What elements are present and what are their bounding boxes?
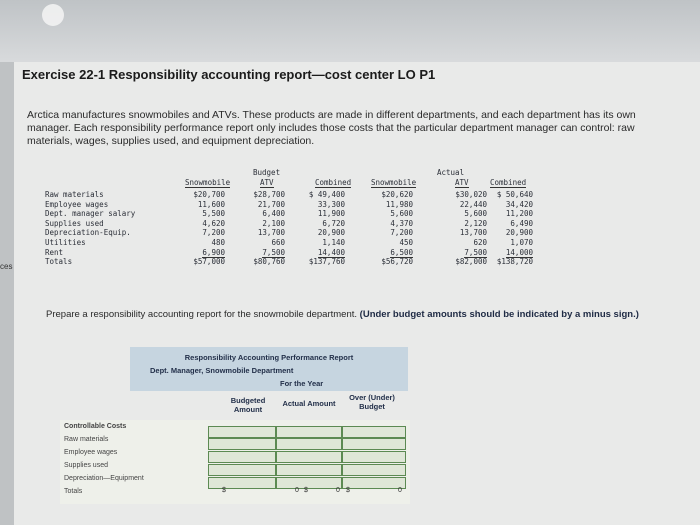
data-row-value: 11,200 (505, 209, 533, 219)
data-row-value: 1,140 (322, 238, 345, 247)
data-row-value: 660 (271, 238, 285, 247)
col-header: ATV (455, 178, 469, 187)
data-row-label: Raw materials (45, 190, 104, 199)
data-row-value: 5,600 (390, 209, 413, 219)
data-row-value: 6,720 (322, 218, 345, 228)
data-row-value: 2,100 (262, 218, 285, 228)
data-row-value: $20,700 (193, 190, 225, 199)
data-row-value: 33,300 (317, 199, 345, 209)
data-row-value: 5,600 (464, 209, 487, 219)
data-row-value: 7,500 (262, 247, 285, 257)
totals-currency-budget: $ (222, 487, 226, 494)
col-header: Snowmobile (371, 178, 417, 187)
record-icon (42, 4, 64, 26)
data-row-value: 6,500 (390, 247, 413, 257)
data-row-value: $80,760 (253, 257, 285, 267)
data-row-value: $56,720 (381, 257, 413, 267)
data-row-value: 7,200 (202, 228, 225, 238)
col-header: ATV (260, 178, 274, 187)
data-row-value: 22,440 (459, 199, 487, 209)
actual-input-employee-wages[interactable] (276, 451, 342, 463)
over-input-controllable[interactable] (342, 426, 406, 438)
data-row-label: Rent (45, 247, 64, 257)
data-row-value: 6,400 (262, 209, 285, 219)
data-row-value: 11,900 (317, 209, 345, 219)
actual-input-raw-materials[interactable] (276, 438, 342, 450)
budget-input-depreciation[interactable] (208, 477, 276, 489)
intro-text: Arctica manufactures snowmobiles and ATVs. These products are made in different departments, and each department has its own manager. Each responsibility performance report only includes those costs that the particular department manager can control: raw materials, wages, supplies used, and equipment depreciation. (27, 109, 636, 147)
data-row-value: $82,000 (455, 257, 487, 267)
data-row-value: $ 50,640 (496, 190, 533, 199)
data-row-label: Supplies used (45, 218, 104, 228)
data-row-value: 1,070 (510, 238, 533, 247)
data-row-value: 13,700 (257, 228, 285, 238)
totals-currency-over: $ (346, 487, 350, 494)
left-sidebar-strip (0, 62, 14, 525)
row-label-controllable: Controllable Costs (64, 423, 127, 430)
totals-over-value: 0 (398, 487, 402, 494)
row-label-depreciation: Depreciation—Equipment (64, 475, 144, 482)
data-row-value: $28,700 (253, 190, 285, 199)
data-row-value: 21,700 (257, 199, 285, 209)
budget-input-raw-materials[interactable] (208, 438, 276, 450)
col-header: Combined (315, 178, 352, 187)
report-title: Responsibility Accounting Performance Report (184, 353, 354, 362)
over-input-raw-materials[interactable] (342, 438, 406, 450)
report-header (130, 347, 408, 391)
data-row-label: Totals (45, 257, 73, 267)
sidebar-label: ces (0, 262, 13, 271)
col-header: Snowmobile (185, 178, 231, 187)
data-row-value: 2,120 (464, 218, 487, 228)
data-row-label: Depreciation-Equip. (45, 228, 131, 238)
data-row-value: $138,720 (496, 257, 533, 267)
totals-actual-value: 0 (336, 487, 340, 494)
data-row-value: 20,900 (317, 228, 345, 238)
totals-budgeted-value: 0 (295, 487, 299, 494)
data-row-value: 14,000 (505, 247, 533, 257)
instructions (46, 309, 686, 321)
actual-input-supplies[interactable] (276, 464, 342, 476)
data-row-value: 13,700 (459, 228, 487, 238)
data-row-value: 34,420 (505, 199, 533, 209)
data-row-value: 4,620 (202, 218, 225, 228)
over-input-depreciation[interactable] (342, 477, 406, 489)
report-subtitle: Dept. Manager, Snowmobile Department (150, 366, 294, 375)
data-row-value: 4,370 (390, 218, 413, 228)
budget-input-controllable[interactable] (208, 426, 276, 438)
col-over-under: Over (Under) Budget (349, 393, 395, 411)
data-row-value: $30,020 (455, 190, 487, 199)
page-title: Exercise 22-1 Responsibility accounting report—cost center LO P1 (22, 67, 436, 82)
data-row-value: 11,600 (197, 199, 225, 209)
budget-input-employee-wages[interactable] (208, 451, 276, 463)
data-row-value: $ 49,400 (308, 190, 345, 199)
col-budgeted: Budgeted Amount (230, 396, 266, 414)
budget-header: Budget (253, 168, 281, 177)
row-label-raw-materials: Raw materials (64, 436, 109, 443)
data-row-label: Employee wages (45, 199, 109, 209)
data-row-value: 20,900 (505, 228, 533, 238)
actual-header: Actual (437, 168, 465, 177)
report-period: For the Year (280, 379, 324, 388)
actual-input-controllable[interactable] (276, 426, 342, 438)
over-input-employee-wages[interactable] (342, 451, 406, 463)
data-row-label: Dept. manager salary (45, 209, 136, 219)
data-row-value: $137,760 (308, 257, 345, 267)
data-row-value: 6,900 (202, 247, 225, 257)
row-label-totals: Totals (64, 488, 83, 495)
data-row-value: $20,620 (381, 190, 413, 199)
budget-input-supplies[interactable] (208, 464, 276, 476)
data-row-label: Utilities (45, 238, 86, 247)
data-row-value: $57,000 (193, 257, 225, 267)
top-bar (0, 0, 700, 62)
col-header: Combined (490, 178, 527, 187)
over-input-supplies[interactable] (342, 464, 406, 476)
data-row-value: 7,500 (464, 247, 487, 257)
data-row-value: 620 (473, 238, 487, 247)
row-label-employee-wages: Employee wages (64, 449, 118, 456)
data-row-value: 7,200 (390, 228, 413, 238)
actual-input-depreciation[interactable] (276, 477, 342, 489)
row-label-supplies-used: Supplies used (64, 462, 108, 469)
totals-currency-actual: $ (304, 487, 308, 494)
instructions-bold: (Under budget amounts should be indicated by a minus sign.) (359, 309, 639, 320)
data-row-value: 450 (399, 238, 413, 247)
data-row-value: 14,400 (317, 247, 345, 257)
col-actual: Actual Amount (282, 399, 336, 408)
data-row-value: 5,500 (202, 209, 225, 219)
data-row-value: 480 (211, 238, 225, 247)
instructions-main: Prepare a responsibility accounting report for the snowmobile department. (46, 309, 358, 320)
data-row-value: 11,980 (385, 199, 413, 209)
data-row-value: 6,490 (510, 218, 533, 228)
